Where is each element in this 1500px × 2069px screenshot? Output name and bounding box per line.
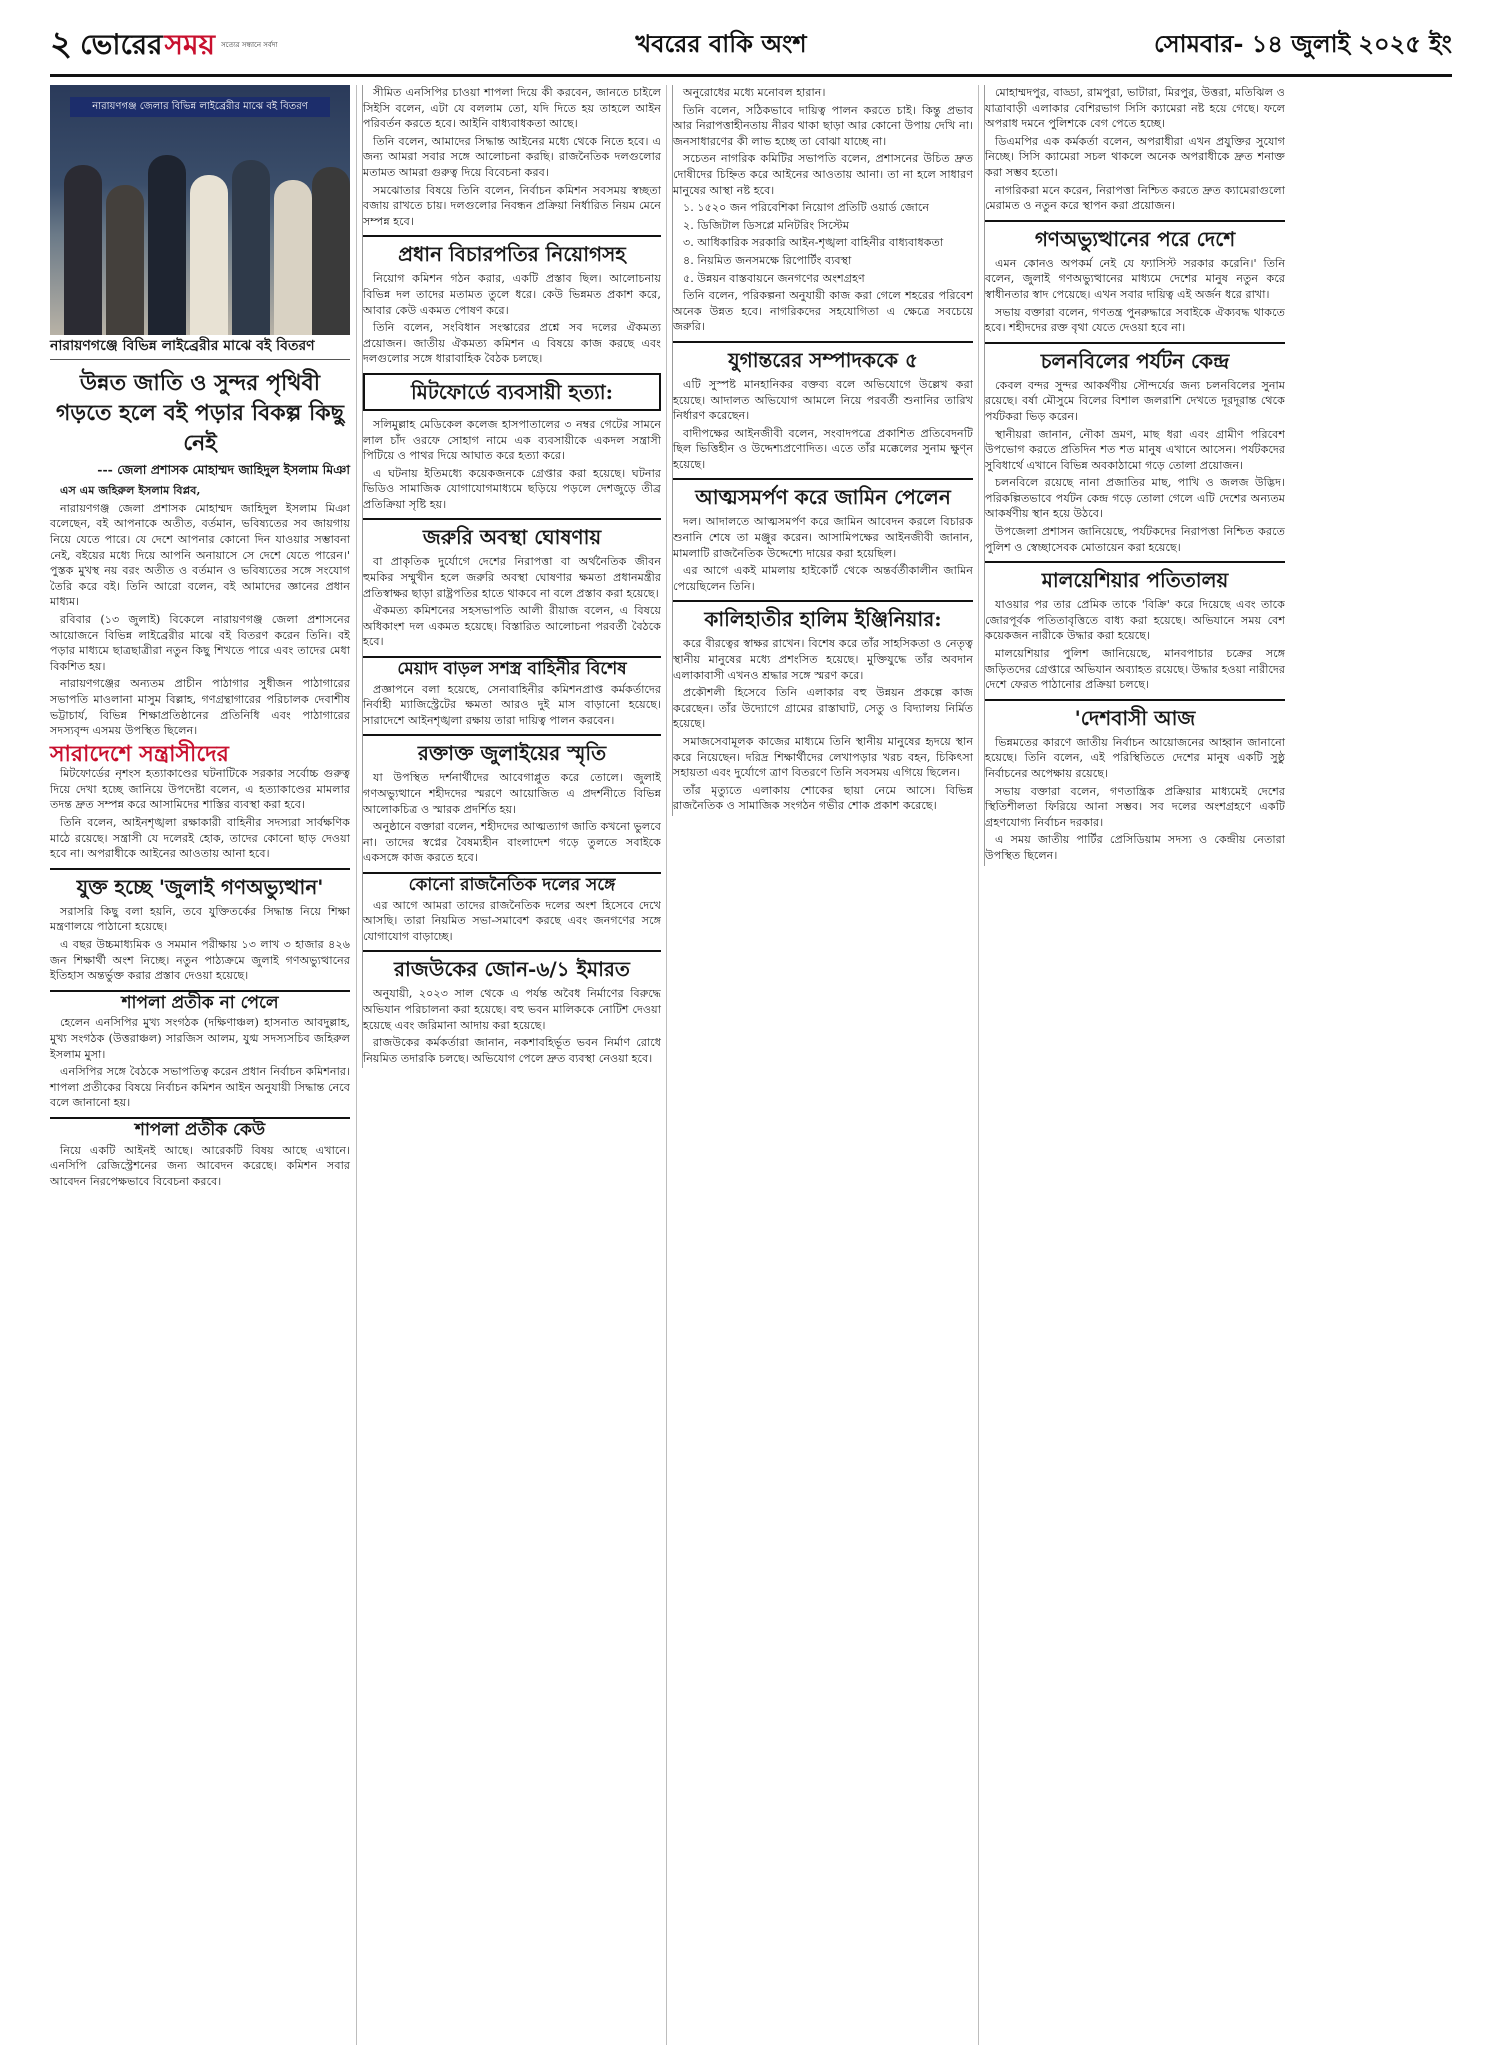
article-paragraph: স্থানীয়রা জানান, নৌকা ভ্রমণ, মাছ ধরা এবং গ্রামীণ পরিবেশ উপভোগ করতে প্রতিদিন শত শত মানুষ এখানে আসেন। পর্যটকদের সুবিধার্থে এখানে বিভিন্ন অবকাঠামো গড়ে তোলা প্রয়োজন। [985,427,1285,472]
article-paragraph: কেবল বন্দর সুন্দর আকর্ষণীয় সৌন্দর্যের জন্য চলনবিলের সুনাম রয়েছে। বর্ষা মৌসুমে বিলের বিশাল জলরাশি দেখতে দূরদূরান্ত থেকে পর্যটকরা ভিড় করেন। [985,378,1285,423]
column-1 [50,85,350,1191]
article-paragraph: মালয়েশিয়ার পুলিশ জানিয়েছে, মানবপাচার চক্রের সঙ্গে জড়িতদের গ্রেপ্তারে অভিযান অব্যাহত রয়েছে। উদ্ধার হওয়া নারীদের দেশে ফেরত পাঠানোর প্রক্রিয়া চলছে। [985,647,1285,692]
article-paragraph: তিনি বলেন, পরিকল্পনা অনুযায়ী কাজ করা গেলে শহরের পরিবেশ অনেক উন্নত হবে। নাগরিকদের সহযোগিতা এ ক্ষেত্রে সবচেয়ে জরুরি। [673,289,973,334]
article-paragraph: মিটফোর্ডের নৃশংস হত্যাকাণ্ডের ঘটনাটিকে সরকার সর্বোচ্চ গুরুত্ব দিয়ে দেখা হচ্ছে জানিয়ে উপদেষ্টা বলেন, এ হত্যাকাণ্ডের মামলার তদন্ত দ্রুত সম্পন্ন করে আসামিদের শাস্তির ব্যবস্থা করা হবে। [50,767,350,812]
article-paragraph: সলিমুল্লাহ মেডিকেল কলেজ হাসপাতালের ৩ নম্বর গেটের সামনে লাল চাঁদ ওরফে সোহাগ নামে এক ব্যবসায়ীকে একদল সন্ত্রাসী পিটিয়ে ও পাথর দিয়ে আঘাত করে হত্যা করে। [363,417,661,463]
article-headline: কোনো রাজনৈতিক দলের সঙ্গে [363,872,661,894]
article-paragraph: এ সময় জাতীয় পার্টির প্রেসিডিয়াম সদস্য ও কেন্দ্রীয় নেতারা উপস্থিত ছিলেন। [985,833,1285,862]
article-headline: শাপলা প্রতীক না পেলে [50,990,350,1012]
article-headline: গণঅভ্যুত্থানের পরে দেশে [985,220,1285,252]
article-paragraph: তিনি বলেন, আমাদের সিদ্ধান্ত আইনের মধ্যে থেকে নিতে হবে। এ জন্য আমরা সবার সঙ্গে আলোচনা করছি। রাজনৈতিক দলগুলোর মতামত আমরা গুরুত্ব দিয়ে বিবেচনা করব। [363,134,661,179]
article-paragraph: এটি সুস্পষ্ট মানহানিকর বক্তব্য বলে অভিযোগে উল্লেখ করা হয়েছে। আদালত অভিযোগ আমলে নিয়ে পরবর্তী শুনানির তারিখ নির্ধারণ করেছেন। [673,377,973,423]
article-paragraph: সীমিত এনসিপির চাওয়া শাপলা দিয়ে কী করবেন, জানতে চাইলে সিইসি বলেন, এটা যে বললাম তো, যদি দিতে হয় তাহলে আইন পরিবর্তন করতে হবে। আইনি বাধ্যবাধকতা আছে। [363,86,661,131]
article-paragraph: অনুরোধের মধ্যে মনোবল হারান। [683,86,826,99]
red-headline: সারাদেশে সন্ত্রাসীদের [50,740,229,767]
list-item: ২. ডিজিটাল ডিসপ্লে মনিটরিং সিস্টেম [683,218,850,232]
photo-figure [64,165,102,335]
article-paragraph: এর আগে আমরা তাদের রাজনৈতিক দলের অংশ হিসেবে দেখে আসছি। তারা নিয়মিত সভা-সমাবেশ করছে এবং জনগণের সঙ্গে যোগাযোগ বাড়াচ্ছে। [363,898,661,943]
photo-figure [274,180,312,335]
logo-word-2: সময় [164,27,216,61]
section-title: খবরের বাকি অংশ [635,29,807,58]
headline-byline: --- জেলা প্রশাসক মোহাম্মদ জাহিদুল ইসলাম মিঞা [97,461,350,477]
page-number: ২ [50,23,73,64]
list-item: ৪. নিয়মিত জনসমক্ষে রিপোর্টিং ব্যবস্থা [683,253,852,267]
article-paragraph: সচেতন নাগরিক কমিটির সভাপতি বলেন, প্রশাসনের উচিত দ্রুত দোষীদের চিহ্নিত করে আইনের আওতায় আনা। তা না হলে সাধারণ মানুষের আস্থা নষ্ট হবে। [673,152,973,197]
article-paragraph: তিনি বলেন, আইনশৃঙ্খলা রক্ষাকারী বাহিনীর সদস্যরা সার্বক্ষণিক মাঠে রয়েছে। সন্ত্রাসী যে দলেরই হোক, তাদের কোনো ছাড় দেওয়া হবে না। অপরাধীকে আইনের আওতায় আনা হবে। [50,816,350,861]
article-paragraph: ডিএমপির এক কর্মকর্তা বলেন, অপরাধীরা এখন প্রযুক্তির সুযোগ নিচ্ছে। সিসি ক্যামেরা সচল থাকলে অনেক অপরাধীকে দ্রুত শনাক্ত করা সম্ভব হতো। [985,134,1285,179]
article-paragraph: করে বীরত্বের স্বাক্ষর রাখেন। বিশেষ করে তাঁর সাহসিকতা ও নেতৃত্ব স্থানীয় মানুষের মধ্যে প্রশংসিত হয়েছে। মুক্তিযুদ্ধে তাঁর অবদান এলাকাবাসী এখনও শ্রদ্ধার সঙ্গে স্মরণ করে। [673,637,973,682]
article-paragraph: বা প্রাকৃতিক দুর্যোগে দেশের নিরাপত্তা বা অর্থনৈতিক জীবন হুমকির সম্মুখীন হলে জরুরি অবস্থা ঘোষণার ক্ষমতা প্রধানমন্ত্রীর প্রতিস্বাক্ষর ছাড়া রাষ্ট্রপতির হাতে থাকবে না বলে প্রস্তাব করা হয়েছে। [363,555,661,600]
article-paragraph: দল। আদালতে আত্মসমর্পণ করে জামিন আবেদন করলে বিচারক শুনানি শেষে তা মঞ্জুর করেন। আসামিপক্ষের আইনজীবী জানান, মামলাটি রাজনৈতিক উদ্দেশ্যে দায়ের করা হয়েছিল। [673,515,973,560]
article-paragraph: মোহাম্মদপুর, বাড্ডা, রামপুরা, ভাটারা, মিরপুর, উত্তরা, মতিঝিল ও যাত্রাবাড়ী এলাকার বেশিরভাগ সিসি ক্যামেরা নষ্ট হয়ে গেছে। ফলে অপরাধ দমনে পুলিশকে বেগ পেতে হচ্ছে। [985,86,1285,131]
article-headline: 'দেশবাসী আজ [985,699,1285,731]
photo-banner: নারায়ণগঞ্জ জেলার বিভিন্ন লাইব্রেরীর মাঝে বই বিতরণ [70,97,330,117]
article-paragraph: চলনবিলে রয়েছে নানা প্রজাতির মাছ, পাখি ও জলজ উদ্ভিদ। পরিকল্পিতভাবে পর্যটন কেন্দ্র গড়ে তোলা গেলে এটি দেশের অন্যতম আকর্ষণীয় স্থান হয়ে উঠবে। [985,476,1285,521]
masthead [50,22,1452,77]
article-paragraph: তিনি বলেন, সংবিধান সংস্কারের প্রশ্নে সব দলের ঐকমত্য প্রয়োজন। জাতীয় ঐকমত্য কমিশন এ বিষয়ে কাজ করছে এবং দলগুলোর সঙ্গে ধারাবাহিক বৈঠক চলছে। [363,321,661,366]
column-divider [978,85,979,2045]
article-paragraph: তিনি বলেন, সঠিকভাবে দায়িত্ব পালন করতে চাই। কিন্তু প্রভাব আর নিরাপত্তাহীনতায় নীরব থাকা ছাড়া আর কোনো উপায় দেখি না। জনসাধারণের কী লাভ হচ্ছে তা বোঝা যাচ্ছে না। [673,103,973,148]
article-headline: কালিহাতীর হালিম ইঞ্জিনিয়ার: [673,600,973,632]
photo-figure [106,185,144,335]
column-2 [362,85,661,1068]
article-paragraph: বাদীপক্ষের আইনজীবী বলেন, সংবাদপত্রে প্রকাশিত প্রতিবেদনটি ছিল ভিত্তিহীন ও উদ্দেশ্যপ্রণোদিত। এতে তাঁর মক্কেলের সুনাম ক্ষুণ্ন হয়েছে। [673,426,973,471]
article-paragraph: অনুষ্ঠানে বক্তারা বলেন, শহীদদের আত্মত্যাগ জাতি কখনো ভুলবে না। তাদের স্বপ্নের বৈষম্যহীন বাংলাদেশ গড়ে তুলতে সবাইকে একসঙ্গে কাজ করতে হবে। [363,820,661,865]
article-paragraph: সমাজসেবামূলক কাজের মাধ্যমে তিনি স্থানীয় মানুষের হৃদয়ে স্থান করে নিয়েছেন। দরিদ্র শিক্ষার্থীদের লেখাপড়ার খরচ বহন, চিকিৎসা সহায়তা এবং দুর্যোগে ত্রাণ বিতরণে তিনি সবসময় এগিয়ে ছিলেন। [673,735,973,780]
article-paragraph: নিয়োগ কমিশন গঠন করার, একটি প্রস্তাব ছিল। আলোচনায় বিভিন্ন দল তাদের মতামত তুলে ধরে। কেউ ভিন্নমত প্রকাশ করে, আবার কেউ একমত পোষণ করে। [363,272,661,317]
article-paragraph: সভায় বক্তারা বলেন, গণতন্ত্র পুনরুদ্ধারে সবাইকে ঐক্যবদ্ধ থাকতে হবে। শহীদদের রক্ত বৃথা যেতে দেওয়া হবে না। [985,305,1285,335]
issue-date: সোমবার- ১৪ জুলাই ২০২৫ ইং [1154,29,1452,58]
article-headline: চলনবিলের পর্যটন কেন্দ্র [985,342,1285,374]
photo-figure [190,175,228,335]
article-paragraph: ঐকমত্য কমিশনের সহসভাপতি আলী রীয়াজ বলেন, এ বিষয়ে অধিকাংশ দল একমত হয়েছে। বিস্তারিত আলোচনা পরবর্তী বৈঠকে হবে। [363,604,661,649]
photo-caption: নারায়ণগঞ্জে বিভিন্ন লাইব্রেরীর মাঝে বই বিতরণ [50,335,350,360]
article-headline: যুগান্তরের সম্পাদককে ৫ [673,341,973,373]
column-divider [356,85,357,2045]
photo-figure [148,155,186,335]
article-paragraph: ভিন্নমতের কারণে জাতীয় নির্বাচন আয়োজনের আহ্বান জানানো হয়েছে। তিনি বলেন, এই পরিস্থিতিতে দেশের মানুষ একটি সুষ্ঠু নির্বাচনের অপেক্ষায় রয়েছে। [985,735,1285,780]
article-paragraph: প্রকৌশলী হিসেবে তিনি এলাকার বহু উন্নয়ন প্রকল্পে কাজ করেছেন। তাঁর উদ্যোগে গ্রামের রাস্তাঘাট, সেতু ও বিদ্যালয় নির্মিত হয়েছে। [673,686,973,731]
photo-figure [312,167,350,335]
article-paragraph: এ বছর উচ্চমাধ্যমিক ও সমমান পরীক্ষায় ১৩ লাখ ৩ হাজার ৪২৬ জন শিক্ষার্থী অংশ নিচ্ছে। নতুন পাঠ্যক্রমে জুলাই গণঅভ্যুত্থানের ইতিহাস অন্তর্ভুক্ত করার প্রস্তাব দেওয়া হয়েছে। [50,938,350,983]
list-item: ১. ১৫২০ জন পরিবেশিকা নিয়োগ প্রতিটি ওয়ার্ড জোনে [683,201,930,215]
news-photo [50,85,350,335]
article-paragraph: রবিবার (১৩ জুলাই) বিকেলে নারায়ণগঞ্জ জেলা প্রশাসনের আয়োজনে বিভিন্ন লাইব্রেরীর মাঝে বই বিতরণ করেন তিনি। বই পড়ার মাধ্যমে ছাত্রছাত্রীরা নতুন কিছু শিখতে পারে এবং তাদের মেধা বিকশিত হয়। [50,612,350,673]
reporter-line: এস এম জহিরুল ইসলাম বিপ্লব, [60,483,201,498]
article-paragraph: অনুযায়ী, ২০২৩ সাল থেকে এ পর্যন্ত অবৈধ নির্মাণের বিরুদ্ধে অভিযান পরিচালনা করা হয়েছে। বহু ভবন মালিককে নোটিশ দেওয়া হয়েছে এবং জরিমানা আদায় করা হয়েছে। [363,987,661,1032]
lead-headline: উন্নত জাতি ও সুন্দর পৃথিবী গড়তে হলে বই পড়ার বিকল্প কিছু নেই [55,369,345,456]
logo-word-1: ভোরের [80,27,163,61]
article-headline: আত্মসমর্পণ করে জামিন পেলেন [673,478,973,510]
list-item: ৫. উন্নয়ন বাস্তবায়নে জনগণের অংশগ্রহণ [683,271,865,285]
logo-tagline: সত্যের সন্ধানে সর্বদা [221,41,278,50]
article-headline: শাপলা প্রতীক কেউ [50,1117,350,1139]
newspaper-logo [80,23,277,70]
article-headline: যুক্ত হচ্ছে 'জুলাই গণঅভ্যুত্থান' [50,868,350,900]
article-headline: মালয়েশিয়ার পতিতালয় [985,561,1285,593]
article-paragraph: নিয়ে একটি আইনই আছে। আরেকটি বিষয় আছে এখানে। এনসিপি রেজিস্ট্রেশনের জন্য আবেদন করেছে। কমিশন সবার আবেদন নিরপেক্ষভাবে বিবেচনা করবে। [50,1143,350,1188]
article-paragraph: নারায়ণগঞ্জের অন্যতম প্রাচীন পাঠাগার সুধীজন পাঠাগারের সভাপতি মাওলানা মাসুম বিল্লাহ, গণগ্রন্থাগারের পরিচালক দেবাশীষ ভট্টাচার্য, বিভিন্ন শিক্ষাপ্রতিষ্ঠানের প্রতিনিধি এবং পাঠাগারের সদস্যবৃন্দ এসময় উপস্থিত ছিলেন। [50,677,350,738]
article-paragraph: যাওয়ার পর তার প্রেমিক তাকে 'বিক্রি' করে দিয়েছে এবং তাকে জোরপূর্বক পতিতাবৃত্তিতে বাধ্য করা হয়েছে। অভিযানে সময় বেশ কয়েকজন নারীকে উদ্ধার করা হয়েছে। [985,598,1285,643]
article-paragraph: এর আগে একই মামলায় হাইকোর্ট থেকে অন্তর্বর্তীকালীন জামিন পেয়েছিলেন তিনি। [673,564,973,593]
article-headline: রাজউকের জোন-৬/১ ইমারত [363,950,661,982]
article-paragraph: হেলেন এনসিপির মুখ্য সংগঠক (দক্ষিণাঞ্চল) হাসনাত আবদুল্লাহ, মুখ্য সংগঠক (উত্তরাঞ্চল) সারজিস আলম, যুগ্ম সদস্যসচিব জহিরুল ইসলাম মুসা। [50,1016,350,1061]
list-item: ৩. আধিকারিক সরকারি আইন-শৃঙ্খলা বাহিনীর বাধ্যবাধকতা [683,236,944,250]
photo-figure [232,160,270,335]
article-paragraph: প্রজ্ঞাপনে বলা হয়েছে, সেনাবাহিনীর কমিশনপ্রাপ্ত কর্মকর্তাদের নির্বাহী ম্যাজিস্ট্রেটের ক্ষমতা আরও দুই মাস বাড়ানো হয়েছে। সারাদেশে আইনশৃঙ্খলা রক্ষায় তারা দায়িত্ব পালন করবেন। [363,682,661,727]
article-headline: রক্তাক্ত জুলাইয়ের স্মৃতি [363,734,661,766]
article-paragraph: উপজেলা প্রশাসন জানিয়েছে, পর্যটকদের নিরাপত্তা নিশ্চিত করতে পুলিশ ও স্বেচ্ছাসেবক মোতায়েন করা হয়েছে। [985,525,1285,554]
column-4 [984,85,1285,866]
article-headline: জরুরি অবস্থা ঘোষণায় [363,518,661,550]
article-headline: প্রধান বিচারপতির নিয়োগসহ [363,235,661,267]
article-headline: মিটফোর্ডে ব্যবসায়ী হত্যা: [363,373,661,411]
article-paragraph: নাগরিকরা মনে করেন, নিরাপত্তা নিশ্চিত করতে দ্রুত ক্যামেরাগুলো মেরামত ও নতুন করে স্থাপন করা প্রয়োজন। [985,183,1285,213]
article-paragraph: এমন কোনও অপকর্ম নেই যে ফ্যাসিস্ট সরকার করেনি।' তিনি বলেন, জুলাই গণঅভ্যুত্থানের মাধ্যমে দেশের মানুষ নতুন করে স্বাধীনতার স্বাদ পেয়েছে। এখন সবার দায়িত্ব এই অর্জন ধরে রাখা। [985,256,1285,301]
column-3 [672,85,973,816]
article-paragraph: সভায় বক্তারা বলেন, গণতান্ত্রিক প্রক্রিয়ার মাধ্যমেই দেশের স্থিতিশীলতা ফিরিয়ে আনা সম্ভব। সব দলের অংশগ্রহণে একটি গ্রহণযোগ্য নির্বাচন দরকার। [985,784,1285,829]
column-divider [666,85,667,2045]
article-paragraph: সরাসরি কিছু বলা হয়নি, তবে যুক্তিতর্কের সিদ্ধান্ত নিয়ে শিক্ষা মন্ত্রণালয়ে পাঠানো হয়েছে। [50,904,350,934]
article-paragraph: নারায়ণগঞ্জ জেলা প্রশাসক মোহাম্মদ জাহিদুল ইসলাম মিঞা বলেছেন, বই আপনাকে অতীত, বর্তমান, ভবিষ্যতের সব জায়গায় নিয়ে যেতে পারে। যে দেশে আপনার কোনো দিন যাওয়ার সম্ভাবনা নেই, বইয়ের মধ্যে দিয়ে আপনি অনায়াসে সে দেশে যেতে পারেন।' পুস্তক মুখস্থ নয় বরং অতীত ও বর্তমান ও ভবিষ্যতের সঙ্গে সংযোগ তৈরি করে বই। তিনি আরো বলেন, বই আমাদের জ্ঞানের প্রধান মাধ্যম। [50,501,350,609]
article-paragraph: সমঝোতার বিষয়ে তিনি বলেন, নির্বাচন কমিশন সবসময় স্বচ্ছতা বজায় রাখতে চায়। দলগুলোর নিবন্ধন প্রক্রিয়া নির্ধারিত নিয়ম মেনে সম্পন্ন হবে। [363,183,661,228]
masthead-left [50,18,410,75]
article-paragraph: এ ঘটনায় ইতিমধ্যে কয়েকজনকে গ্রেপ্তার করা হয়েছে। ঘটনার ভিডিও সামাজিক যোগাযোগমাধ্যমে ছড়িয়ে পড়লে দেশজুড়ে তীব্র প্রতিক্রিয়া সৃষ্টি হয়। [363,466,661,511]
article-paragraph: তাঁর মৃত্যুতে এলাকায় শোকের ছায়া নেমে আসে। বিভিন্ন রাজনৈতিক ও সামাজিক সংগঠন গভীর শোক প্রকাশ করেছে। [673,783,973,813]
article-paragraph: রাজউকের কর্মকর্তারা জানান, নকশাবহির্ভূত ভবন নির্মাণ রোধে নিয়মিত তদারকি চলছে। অভিযোগ পেলে দ্রুত ব্যবস্থা নেওয়া হবে। [363,1036,661,1065]
article-headline: মেয়াদ বাড়ল সশস্ত্র বাহিনীর বিশেষ [363,656,661,678]
article-paragraph: যা উপস্থিত দর্শনার্থীদের আবেগাপ্লুত করে তোলে। জুলাই গণঅভ্যুত্থানে শহীদদের স্মরণে আয়োজিত এ প্রদর্শনীতে বিভিন্ন আলোকচিত্র ও স্মারক প্রদর্শিত হয়। [363,771,661,816]
article-paragraph: এনসিপির সঙ্গে বৈঠকে সভাপতিত্ব করেন প্রধান নির্বাচন কমিশনার। শাপলা প্রতীকের বিষয়ে নির্বাচন কমিশন আইন অনুযায়ী সিদ্ধান্ত নেবে বলে জানানো হয়। [50,1065,350,1110]
page-content [50,85,1452,2045]
